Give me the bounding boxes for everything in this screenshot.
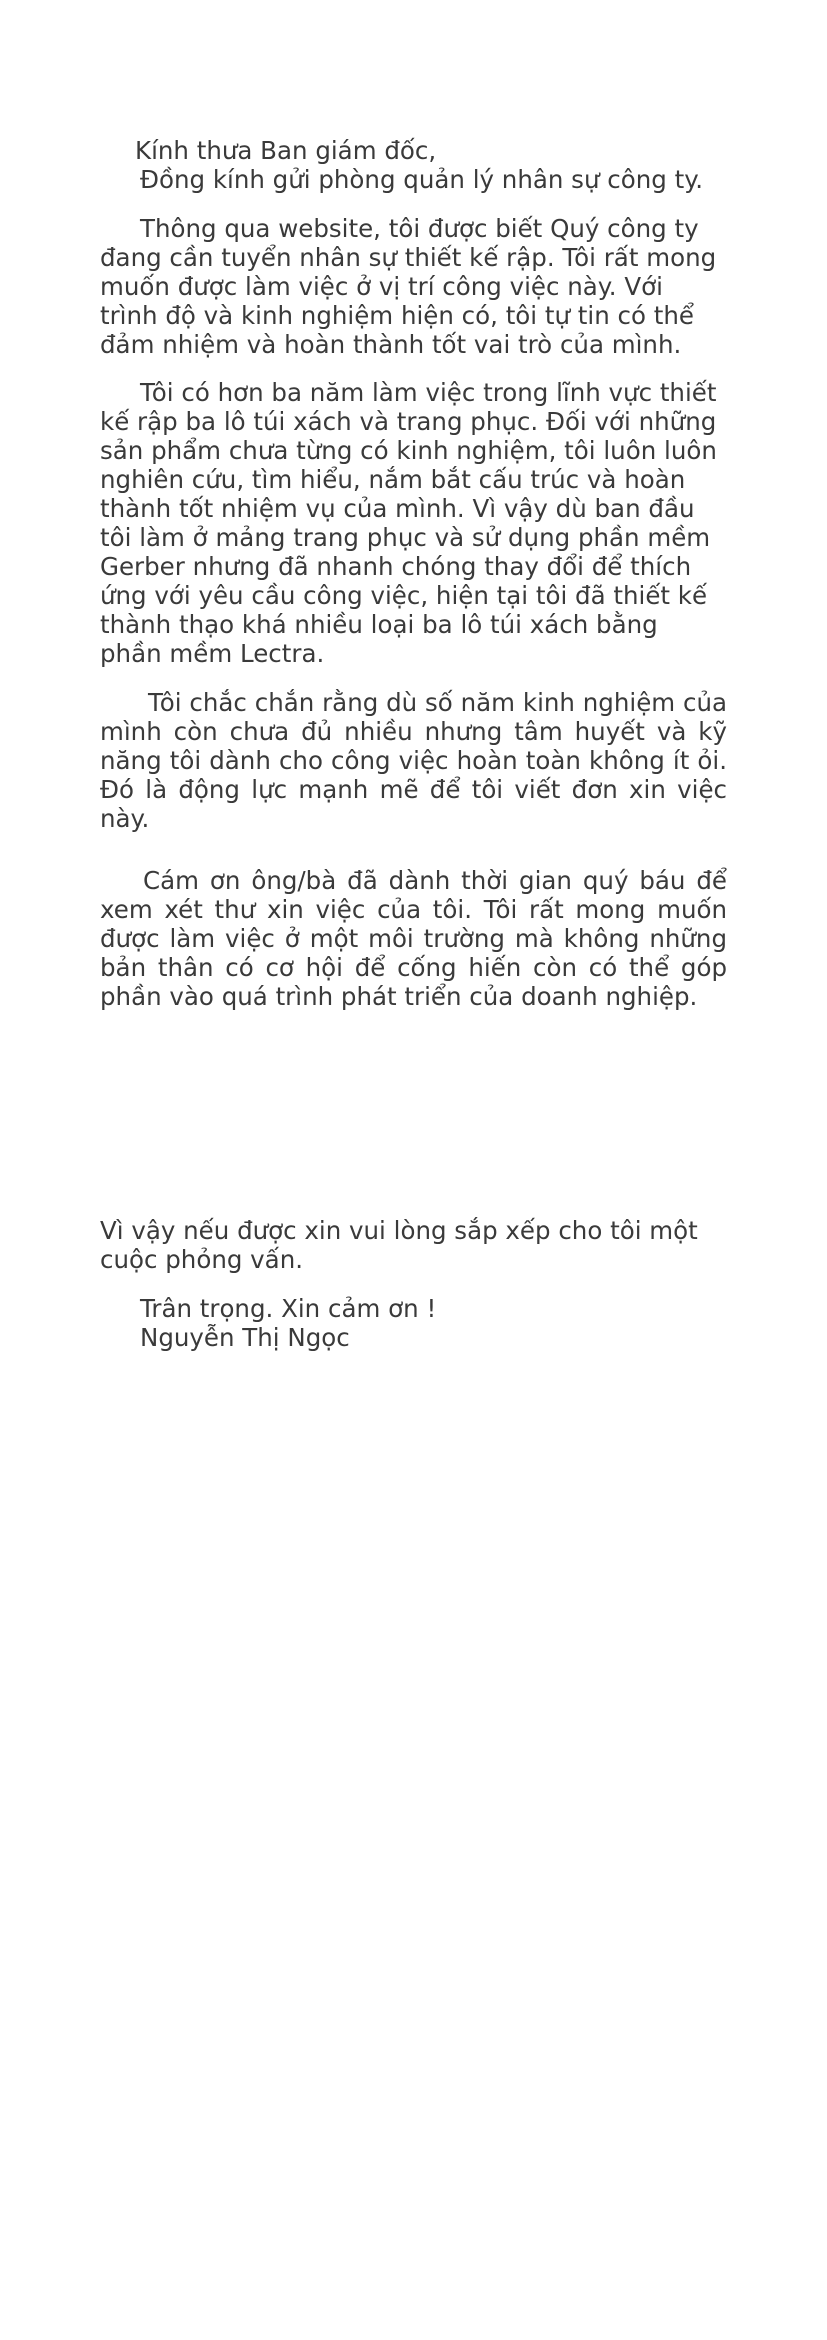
paragraph-motivation: Tôi chắc chắn rằng dù số năm kinh nghiệm của mình còn chưa đủ nhiều nhưng tâm huyết và kỹ năng tôi dành cho công việc hoàn toàn không ít ỏi. Đó là động lực mạnh mẽ để tôi viết đơn xin việc này.	[100, 688, 727, 833]
paragraph-experience: Tôi có hơn ba năm làm việc trong lĩnh vực thiết kế rập ba lô túi xách và trang phục. Đối với những sản phẩm chưa từng có kinh nghiệm, tôi luôn luôn nghiên cứu, tìm hiểu, nắm bắt cấu trúc và hoàn thành tốt nhiệm vụ của mình. Vì vậy dù ban đầu tôi làm ở mảng trang phục và sử dụng phần mềm Gerber nhưng đã nhanh chóng thay đổi để thích ứng với yêu cầu công việc, hiện tại tôi đã thiết kế thành thạo khá nhiều loại ba lô túi xách bằng phần mềm Lectra.	[100, 378, 717, 668]
closing-line: Trân trọng. Xin cảm ơn !	[140, 1294, 437, 1323]
cover-letter	[100, 136, 727, 1352]
salutation-line-1: Kính thưa Ban giám đốc,	[135, 136, 437, 165]
salutation-line-2: Đồng kính gửi phòng quản lý nhân sự công ty.	[140, 165, 703, 194]
paragraph-interview-request: Vì vậy nếu được xin vui lòng sắp xếp cho tôi một cuộc phỏng vấn.	[100, 1216, 698, 1274]
signature-name: Nguyễn Thị Ngọc	[140, 1323, 350, 1352]
paragraph-thanks: Cám ơn ông/bà đã dành thời gian quý báu để xem xét thư xin việc của tôi. Tôi rất mong muốn được làm việc ở một môi trường mà không những bản thân có cơ hội để cống hiến còn có thể góp phần vào quá trình phát triển của doanh nghiệp.	[100, 866, 727, 1011]
paragraph-intro: Thông qua website, tôi được biết Quý công ty đang cần tuyển nhân sự thiết kế rập. Tôi rất mong muốn được làm việc ở vị trí công việc này. Với trình độ và kinh nghiệm hiện có, tôi tự tin có thể đảm nhiệm và hoàn thành tốt vai trò của mình.	[100, 214, 717, 359]
